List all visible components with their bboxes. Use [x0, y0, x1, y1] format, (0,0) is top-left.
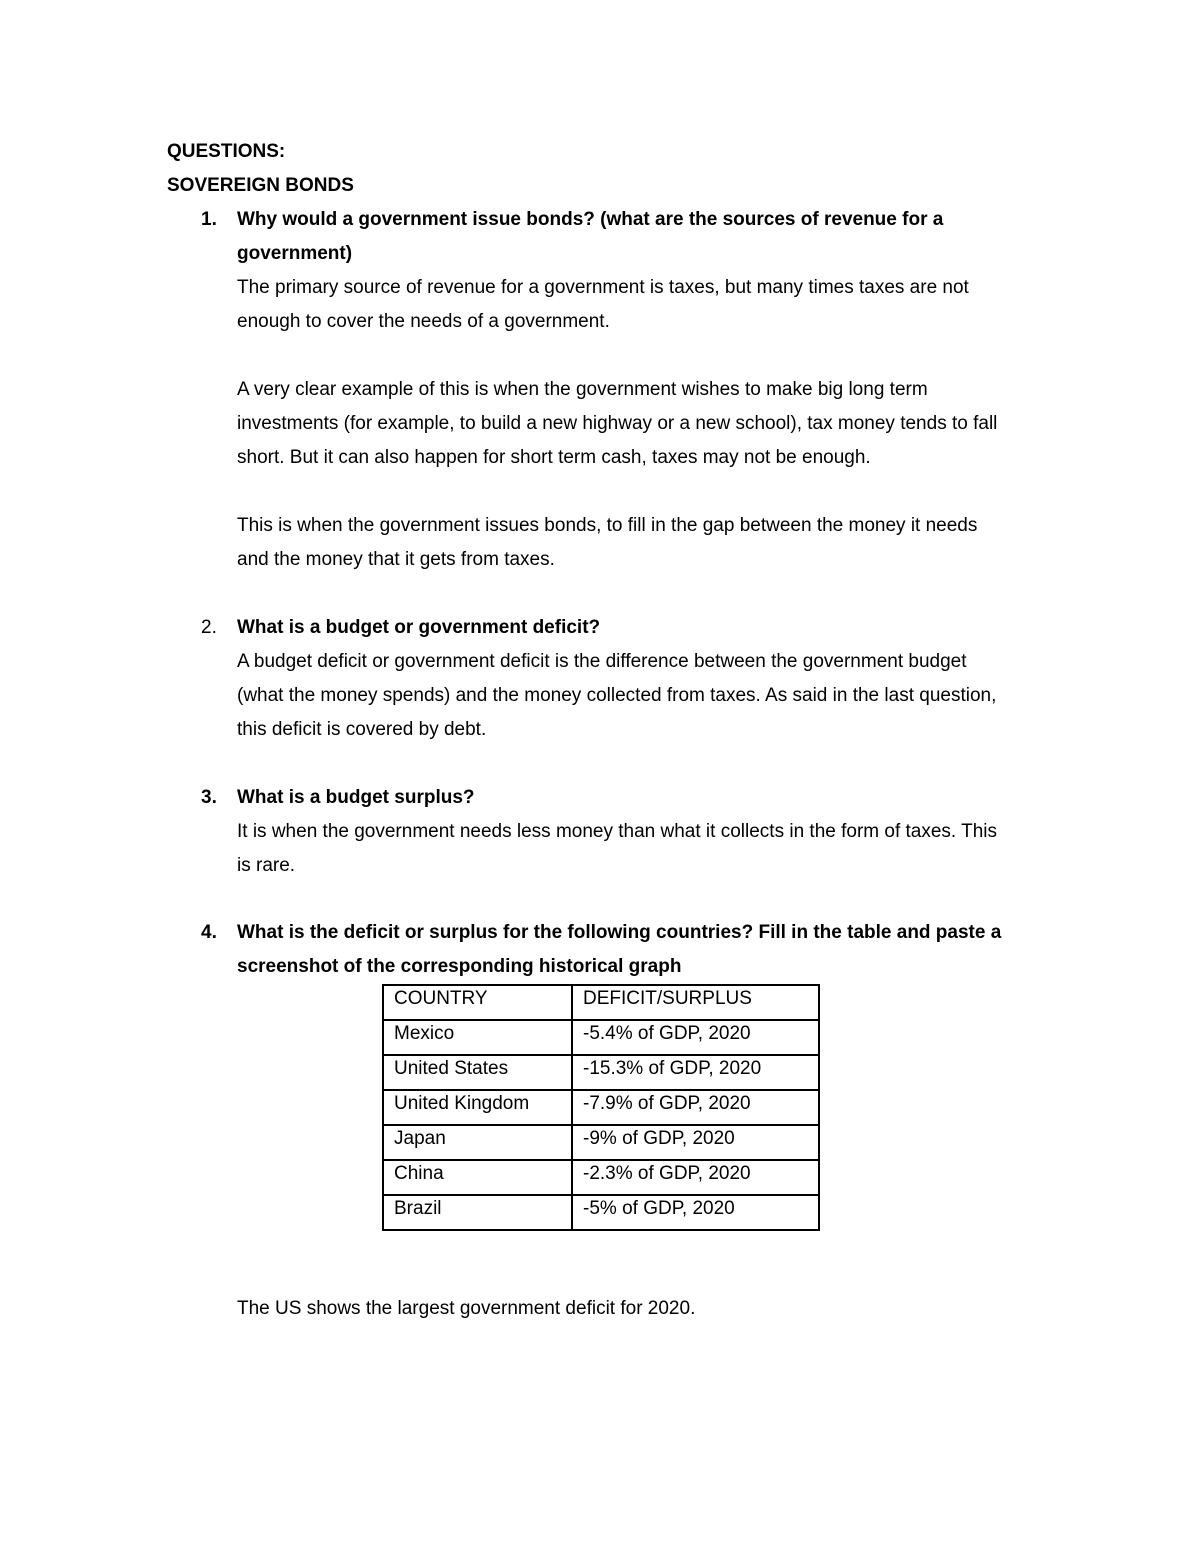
q1-number: 1. — [201, 209, 217, 230]
q1-answer-p1-line2: enough to cover the needs of a government. — [237, 311, 610, 332]
q1-answer-p2-line1: A very clear example of this is when the government wishes to make big long term — [237, 379, 928, 400]
q2-answer-line1: A budget deficit or government deficit is the difference between the government budget — [237, 651, 967, 672]
q1-answer-p2-line3: short. But it can also happen for short term cash, taxes may not be enough. — [237, 447, 871, 468]
table-row — [383, 1020, 819, 1055]
table-row — [383, 1195, 819, 1230]
q4-question-line2: screenshot of the corresponding historical graph — [237, 956, 682, 977]
table-header-deficit: DEFICIT/SURPLUS — [572, 985, 819, 1020]
table-header-country: COUNTRY — [383, 985, 572, 1020]
q2-answer-line3: this deficit is covered by debt. — [237, 719, 487, 740]
table-row — [383, 1125, 819, 1160]
q1-answer-p3-line1: This is when the government issues bonds, to fill in the gap between the money it needs — [237, 515, 978, 536]
table-cell-deficit: -2.3% of GDP, 2020 — [572, 1160, 819, 1195]
table-row — [383, 1055, 819, 1090]
section-heading: SOVEREIGN BONDS — [167, 175, 354, 196]
q2-question: What is a budget or government deficit? — [237, 617, 601, 638]
deficit-table — [382, 984, 820, 1231]
table-row — [383, 1090, 819, 1125]
table-cell-country: China — [383, 1160, 572, 1195]
q1-answer-p2-line2: investments (for example, to build a new highway or a new school), tax money tends to fall — [237, 413, 998, 434]
table-cell-country: Mexico — [383, 1020, 572, 1055]
q3-answer-line1: It is when the government needs less money than what it collects in the form of taxes. This — [237, 821, 998, 842]
table-cell-deficit: -5.4% of GDP, 2020 — [572, 1020, 819, 1055]
q2-number: 2. — [201, 617, 217, 638]
table-cell-deficit: -9% of GDP, 2020 — [572, 1125, 819, 1160]
table-row — [383, 1160, 819, 1195]
table-cell-country: Brazil — [383, 1195, 572, 1230]
q1-answer-p1-line1: The primary source of revenue for a government is taxes, but many times taxes are not — [237, 277, 969, 298]
q3-answer-line2: is rare. — [237, 855, 296, 876]
table-cell-country: Japan — [383, 1125, 572, 1160]
table-cell-deficit: -7.9% of GDP, 2020 — [572, 1090, 819, 1125]
table-header-row — [383, 985, 819, 1020]
table-cell-country: United States — [383, 1055, 572, 1090]
q1-question-line2: government) — [237, 243, 353, 264]
questions-heading: QUESTIONS: — [167, 141, 286, 162]
q4-question-line1: What is the deficit or surplus for the following countries? Fill in the table and paste a — [237, 922, 1002, 943]
table-cell-deficit: -5% of GDP, 2020 — [572, 1195, 819, 1230]
q1-answer-p3-line2: and the money that it gets from taxes. — [237, 549, 555, 570]
q3-number: 3. — [201, 787, 217, 808]
q3-question: What is a budget surplus? — [237, 787, 475, 808]
q1-question-line1: Why would a government issue bonds? (what are the sources of revenue for a — [237, 209, 944, 230]
q4-conclusion: The US shows the largest government deficit for 2020. — [237, 1298, 696, 1319]
table-cell-deficit: -15.3% of GDP, 2020 — [572, 1055, 819, 1090]
q4-number: 4. — [201, 922, 217, 943]
q2-answer-line2: (what the money spends) and the money collected from taxes. As said in the last question, — [237, 685, 997, 706]
table-cell-country: United Kingdom — [383, 1090, 572, 1125]
